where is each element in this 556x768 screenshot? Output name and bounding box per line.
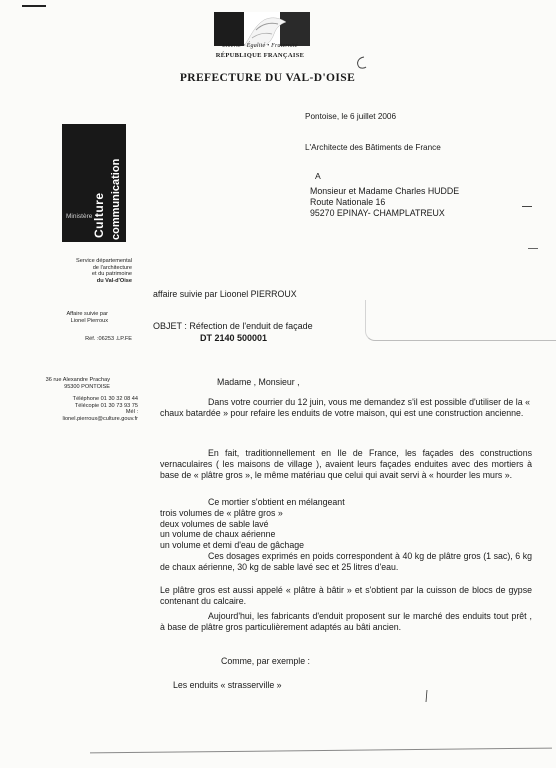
page-edge-line bbox=[90, 748, 552, 754]
paragraph-text: Aujourd'hui, les fabricants d'enduit proposent sur le marché des enduits tout prêt , à base de plâtre gros particulièrement adaptés au bâti ancien. bbox=[160, 611, 532, 632]
telephone: Téléphone 01 30 32 08 44 bbox=[72, 396, 138, 402]
republic-motto: Liberté • Égalité • Fraternité bbox=[222, 43, 298, 49]
service-line: et du patrimoine bbox=[91, 271, 132, 278]
recipe-intro: Ce mortier s'obtient en mélangeant bbox=[208, 497, 345, 507]
example-item: Les enduits « strasserville » bbox=[173, 680, 282, 690]
paragraph-text: En fait, traditionnellement en Ile de France, les façades des constructions vernaculaires ( les maisons de village ), avaient leurs façades enduites avec des mortiers à base de « plâtre gros », le même matériau que celui qui avait servi à « hourder les murs ». bbox=[160, 448, 532, 480]
objet-block bbox=[153, 320, 313, 344]
service-line: du Val-d'Oise bbox=[96, 277, 132, 284]
republique-francaise: RÉPUBLIQUE FRANÇAISE bbox=[215, 52, 305, 59]
recipient-line: Monsieur et Madame Charles HUDDE bbox=[310, 186, 460, 196]
recipe-item: un volume et demi d'eau de gâchage bbox=[160, 540, 304, 551]
affaire-line: Lionel Pierroux bbox=[70, 317, 108, 324]
handwritten-mark-icon bbox=[350, 55, 370, 73]
recipe-block bbox=[160, 497, 532, 573]
mel-label: Mél : bbox=[125, 409, 138, 416]
service-line: de l'architecture bbox=[92, 264, 132, 271]
recipe-item: trois volumes de « plâtre gros » bbox=[160, 507, 283, 518]
paragraph bbox=[160, 448, 532, 480]
paper-fold bbox=[365, 300, 556, 341]
recipe-item: deux volumes de sable lavé bbox=[160, 518, 269, 529]
reference: Réf. :06253 .LP.FE bbox=[85, 336, 132, 342]
paragraph-text: Dans votre courrier du 12 juin, vous me demandez s'il est possible d'utiliser de la « chaux batardée » pour refaire les enduits de votre maison, qui est une construction ancienne. bbox=[160, 397, 530, 418]
example-intro: Comme, par exemple : bbox=[221, 656, 310, 666]
ministry-communication-text: communication bbox=[110, 158, 122, 240]
contact-block bbox=[28, 396, 138, 422]
salutation: Madame , Monsieur , bbox=[217, 377, 300, 387]
ministry-culture-text: Culture bbox=[92, 192, 106, 238]
recipe-item: un volume de chaux aérienne bbox=[160, 529, 276, 540]
address-line: 95300 PONTOISE bbox=[64, 383, 110, 390]
affaire-suivie-block bbox=[40, 311, 108, 324]
ministere-label: Ministère bbox=[66, 213, 93, 220]
email-link[interactable]: lionel.pierroux@culture.gouv.fr bbox=[62, 415, 138, 422]
recipient-line: Route Nationale 16 bbox=[310, 197, 386, 208]
dosage-text: Ces dosages exprimés en poids correspondent à 40 kg de plâtre gros (1 sac), 6 kg de chaux aérienne, 30 kg de sable lavé sec et 25 litres d'eau. bbox=[160, 550, 532, 572]
paragraph bbox=[160, 611, 532, 633]
prefecture-title: PREFECTURE DU VAL-D'OISE bbox=[179, 72, 356, 84]
affaire-line: Affaire suivie par bbox=[66, 311, 108, 317]
paragraph: Le plâtre gros est aussi appelé « plâtre à bâtir » et s'obtient par la cuisson de blocs de gypse contenant du calcaire. bbox=[160, 585, 532, 606]
objet-label: OBJET : bbox=[153, 321, 187, 331]
scan-mark bbox=[522, 206, 532, 207]
recipient-address bbox=[310, 186, 459, 220]
address-block bbox=[30, 377, 110, 390]
objet-reference: DT 2140 500001 bbox=[200, 333, 268, 343]
place-date: Pontoise, le 6 juillet 2006 bbox=[305, 112, 397, 121]
address-line: 36 rue Alexandre Prachay bbox=[45, 377, 110, 383]
telecopie: Télécopie 01 30 73 93 75 bbox=[74, 402, 138, 409]
sender: L'Architecte des Bâtiments de France bbox=[305, 143, 441, 152]
recipient-line: 95270 EPINAY- CHAMPLATREUX bbox=[310, 208, 445, 219]
recipient-prefix: A bbox=[315, 171, 321, 181]
pen-mark-icon bbox=[425, 690, 429, 702]
service-line: Service départemental bbox=[76, 258, 132, 264]
paragraph bbox=[160, 397, 530, 419]
service-block bbox=[30, 258, 132, 284]
affaire-title: affaire suivie par Lioonel PIERROUX bbox=[153, 289, 297, 299]
scan-mark bbox=[22, 5, 46, 7]
objet-text: Réfection de l'enduit de façade bbox=[189, 321, 313, 331]
marianne-emblem-icon bbox=[214, 12, 310, 46]
scan-mark bbox=[528, 248, 538, 249]
